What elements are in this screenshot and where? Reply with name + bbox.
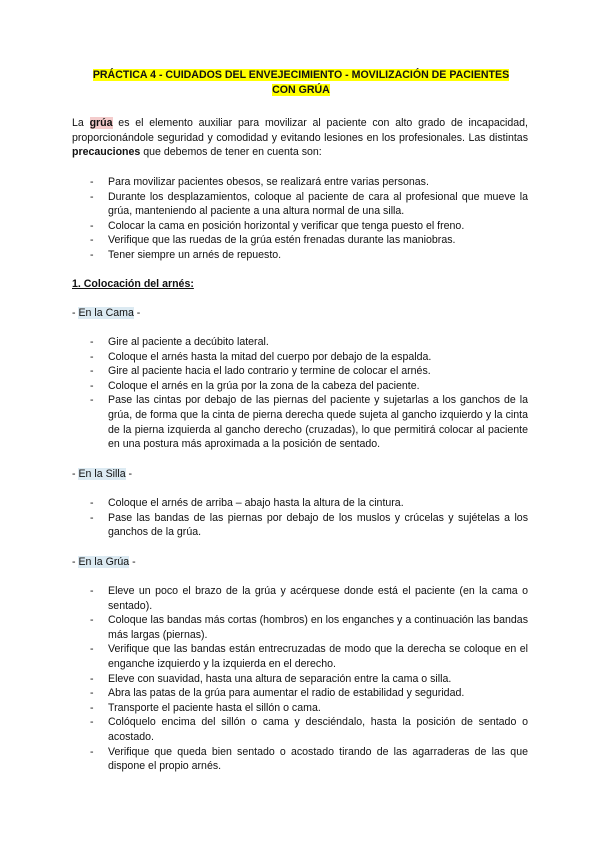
grua-list bbox=[72, 584, 528, 774]
list-item: - Abra las patas de la grúa para aumentar el radio de estabilidad y seguridad. bbox=[90, 687, 465, 700]
list-item: - Coloque el arnés de arriba – abajo hasta la altura de la cintura. bbox=[90, 497, 404, 509]
intro-text-1: La bbox=[72, 117, 90, 129]
subheading-grua-label: En la Grúa bbox=[78, 556, 130, 568]
list-item: - Eleve con suavidad, hasta una altura de separación entre la cama o silla. bbox=[90, 672, 452, 685]
section-heading-arnes: 1. Colocación del arnés: bbox=[72, 278, 194, 290]
precautions-list bbox=[72, 175, 528, 263]
list-item: - Tener siempre un arnés de repuesto. bbox=[90, 248, 282, 261]
intro-text-3: que debemos de tener en cuenta son: bbox=[140, 146, 322, 159]
subheading-grua: - En la Grúa - bbox=[72, 556, 136, 568]
intro-text-2: es el elemento auxiliar para movilizar al paciente con alto grado de incapacidad, proporcionándole seguridad y comodidad y evitando lesiones en los profesionales. Las distintas bbox=[72, 117, 528, 144]
subheading-silla-label: En la Silla bbox=[78, 468, 126, 480]
subheading-silla: - En la Silla - bbox=[72, 468, 133, 480]
list-item: - Pase las bandas de las piernas por debajo de los muslos y crúcelas y sujételas a los ganchos de la grúa. bbox=[90, 511, 528, 539]
title-line-1: PRÁCTICA 4 - CUIDADOS DEL ENVEJECIMIENTO - MOVILIZACIÓN DE PACIENTES bbox=[92, 69, 510, 81]
list-item: - Gire al paciente hacia el lado contrario y termine de colocar el arnés. bbox=[90, 365, 431, 378]
page-title bbox=[72, 68, 530, 98]
intro-grua-term: grúa bbox=[89, 117, 113, 129]
list-item: - Colóquelo encima del sillón o cama y desciéndalo, hasta la posición de sentado o acostado. bbox=[90, 716, 528, 743]
list-item: - Durante los desplazamientos, coloque al paciente de cara al profesional que mueve la grúa, manteniendo al paciente a una altura normal de una silla. bbox=[90, 190, 528, 218]
subheading-cama: - En la Cama - bbox=[72, 307, 141, 319]
list-item: - Transporte el paciente hasta el sillón o cama. bbox=[90, 701, 321, 714]
list-item: - Verifique que queda bien sentado o acostado tirando de las agarraderas de las que dispone el propio arnés. bbox=[90, 745, 528, 773]
list-item: - Gire al paciente a decúbito lateral. bbox=[90, 336, 269, 348]
cama-list bbox=[72, 335, 528, 452]
list-item: - Coloque el arnés hasta la mitad del cuerpo por debajo de la espalda. bbox=[90, 350, 432, 363]
title-line-2: CON GRÚA bbox=[272, 84, 330, 96]
list-item: - Eleve un poco el brazo de la grúa y acérquese donde está el paciente (en la cama o sentado). bbox=[90, 585, 528, 612]
list-item: - Para movilizar pacientes obesos, se realizará entre varias personas. bbox=[90, 176, 429, 188]
list-item: - Colocar la cama en posición horizontal y verificar que tenga puesto el freno. bbox=[90, 219, 465, 232]
intro-precauciones-term: precauciones bbox=[72, 146, 141, 159]
silla-list bbox=[72, 496, 528, 540]
intro-paragraph bbox=[72, 116, 528, 160]
list-item: - Coloque el arnés en la grúa por la zona de la cabeza del paciente. bbox=[90, 379, 420, 392]
list-item: - Coloque las bandas más cortas (hombros) en los enganches y a continuación las bandas más largas (piernas). bbox=[90, 614, 528, 641]
list-item: - Verifique que las bandas están entrecruzadas de modo que la derecha se coloque en el enganche izquierdo y la izquierda en el derecho. bbox=[90, 643, 528, 670]
list-item: - Verifique que las ruedas de la grúa estén frenadas durante las maniobras. bbox=[90, 234, 456, 247]
list-item: - Pase las cintas por debajo de las piernas del paciente y sujetarlas a los ganchos de la grúa, de forma que la cinta de pierna derecha quede sujeta al gancho izquierdo y la cinta de la pierna izquierda al gancho derecho (cruzadas), lo que permitirá colocar al paciente en una postura más aproximada a la posición de sentado. bbox=[90, 394, 528, 451]
subheading-cama-label: En la Cama bbox=[78, 307, 134, 319]
